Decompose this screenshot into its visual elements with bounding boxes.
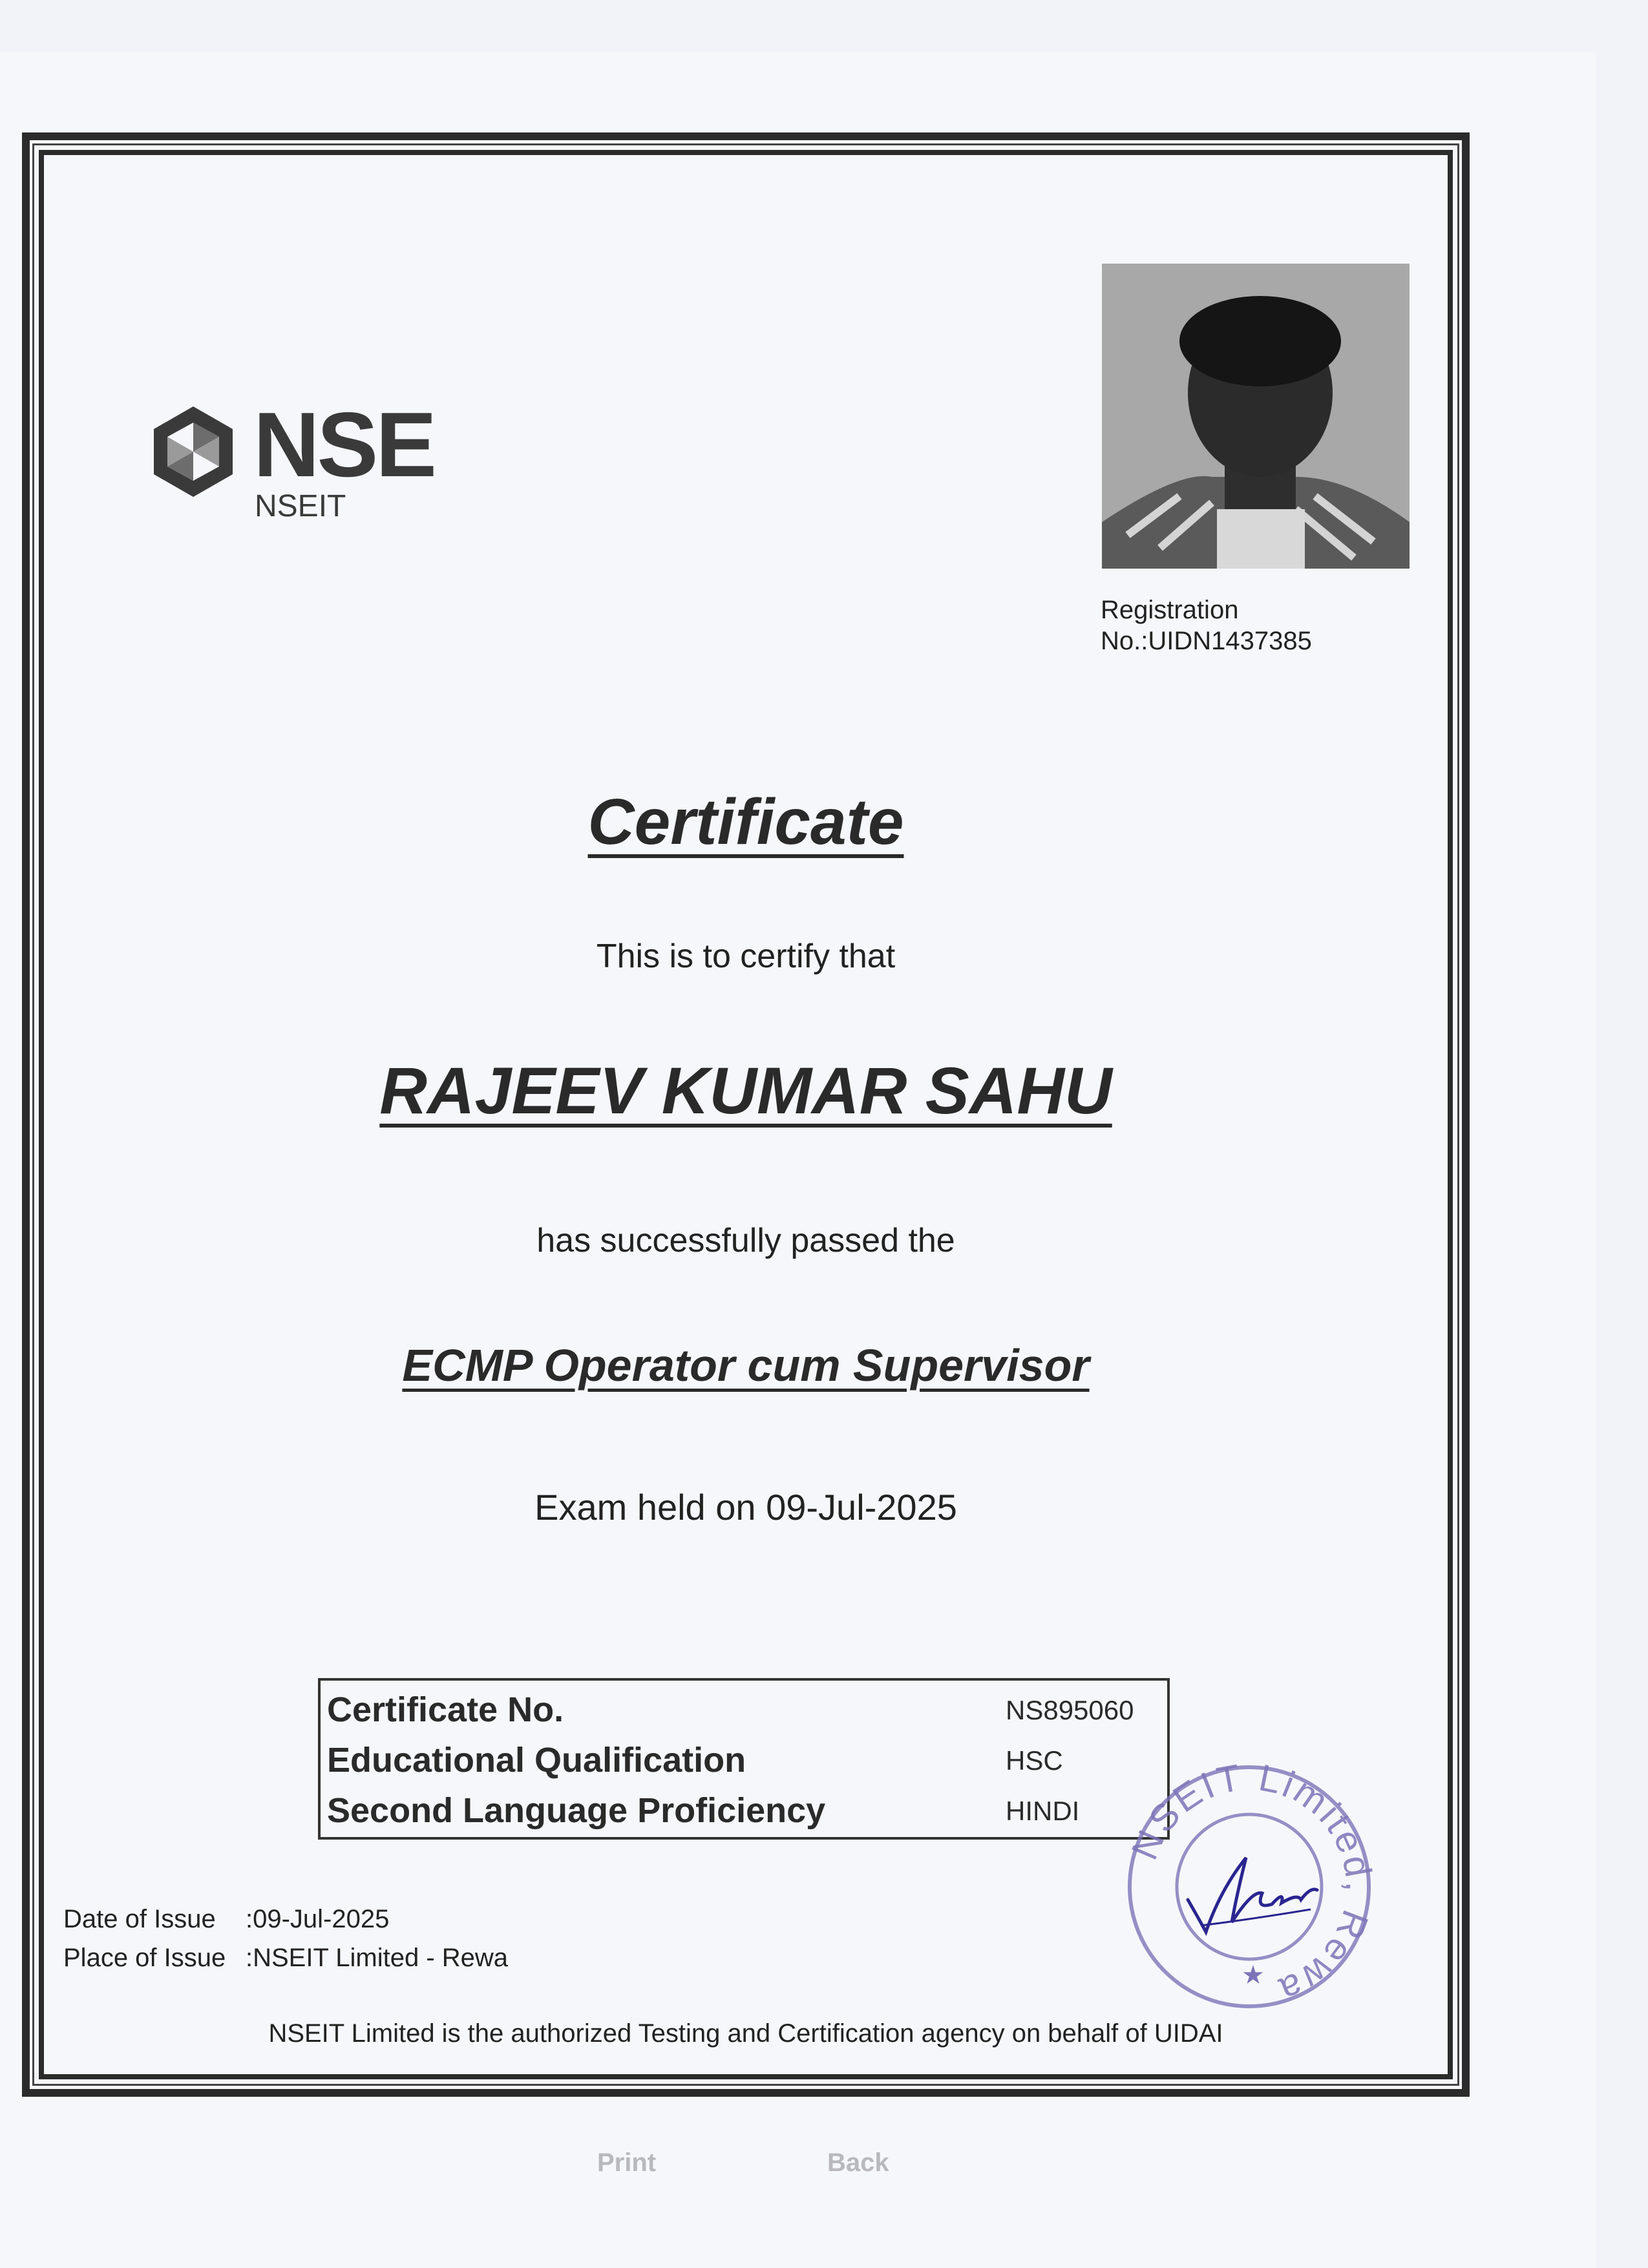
qualification-label: Educational Qualification	[327, 1741, 746, 1780]
print-button[interactable]: Print	[597, 2148, 657, 2177]
official-stamp	[1123, 1761, 1375, 2016]
nse-logo-icon	[145, 403, 242, 500]
certificate-title: Certificate	[587, 786, 904, 858]
details-row	[327, 1785, 1161, 1836]
logo-brand-text: NSE	[253, 394, 434, 496]
logo-subtitle: NSEIT	[255, 489, 346, 523]
certificate-number-label: Certificate No.	[327, 1690, 564, 1729]
qualification-value: HSC	[1006, 1745, 1063, 1776]
registration-label: Registration	[1101, 596, 1239, 624]
svg-text:★: ★	[1241, 1961, 1265, 1990]
certificate-number-value: NS895060	[1006, 1695, 1134, 1725]
svg-text:NSEIT Limited, Rewa: NSEIT Limited Rewa	[1123, 1761, 1375, 2013]
signature	[1188, 1858, 1317, 1932]
place-of-issue-label: Place of Issue	[63, 1944, 226, 1972]
registration-value: No.:UIDN1437385	[1101, 627, 1312, 655]
exam-date: Exam held on 09-Jul-2025	[534, 1487, 957, 1528]
place-of-issue-value: :NSEIT Limited - Rewa	[246, 1944, 509, 1972]
date-of-issue	[63, 1905, 389, 1934]
back-button[interactable]: Back	[827, 2148, 889, 2177]
place-of-issue	[63, 1944, 508, 1973]
course-name: ECMP Operator cum Supervisor	[402, 1340, 1090, 1391]
nse-logo	[145, 394, 434, 523]
candidate-photo	[1102, 264, 1410, 569]
language-value: HINDI	[1006, 1796, 1080, 1826]
passed-text: has successfully passed the	[536, 1222, 955, 1259]
candidate-name: RAJEEV KUMAR SAHU	[379, 1054, 1112, 1128]
authorization-note: NSEIT Limited is the authorized Testing and Certification agency on behalf of UIDAI	[268, 2019, 1223, 2048]
date-of-issue-value: :09-Jul-2025	[246, 1905, 390, 1933]
registration-number	[1101, 594, 1312, 656]
details-row	[327, 1735, 1161, 1785]
certify-intro: This is to certify that	[596, 938, 896, 975]
details-row	[327, 1685, 1161, 1735]
date-of-issue-label: Date of Issue	[63, 1905, 216, 1933]
language-label: Second Language Proficiency	[327, 1791, 826, 1830]
details-table	[318, 1678, 1170, 1840]
